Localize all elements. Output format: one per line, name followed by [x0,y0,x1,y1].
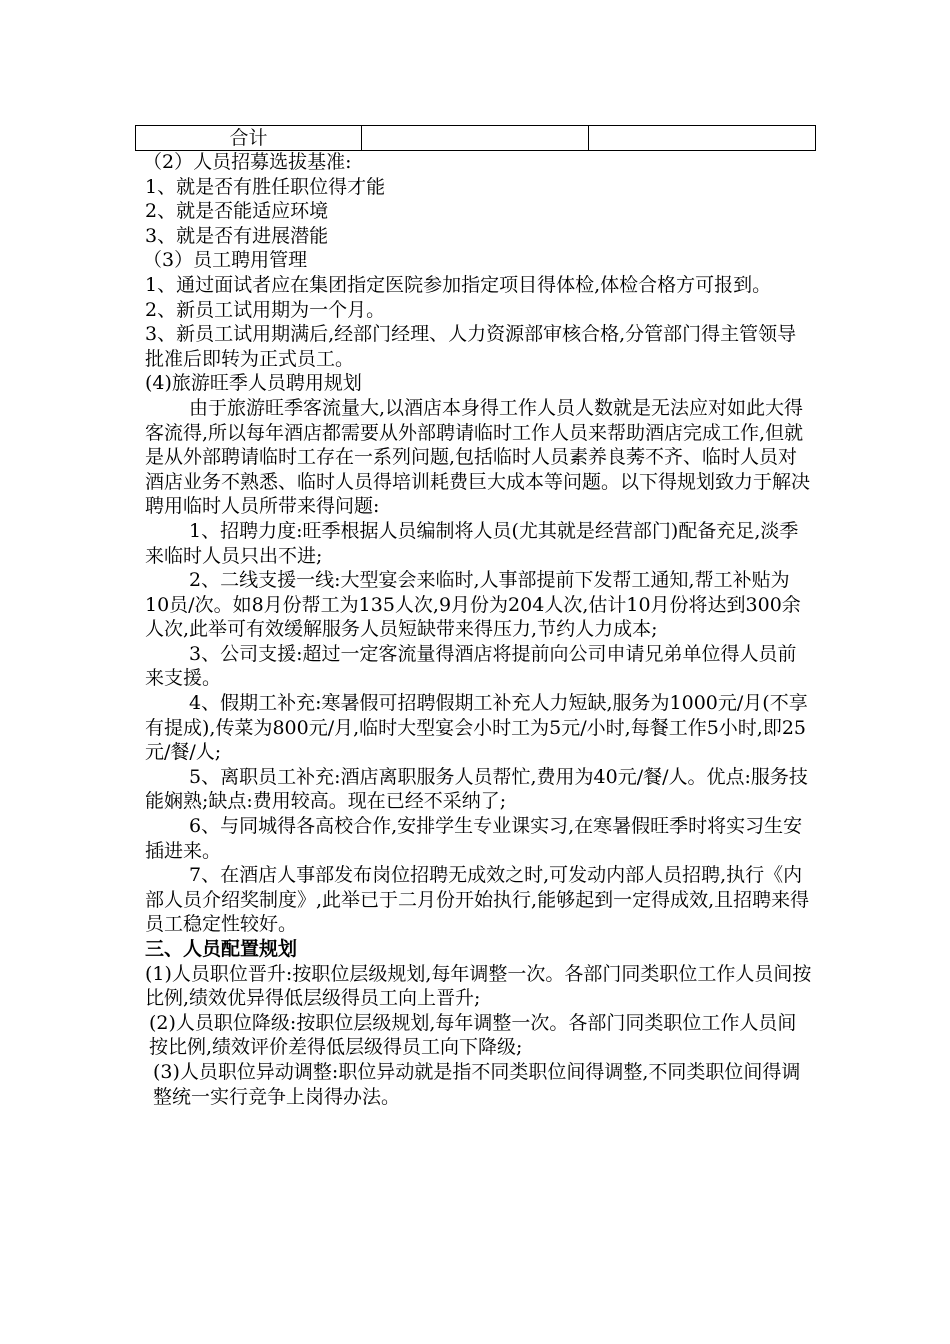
table-cell [362,126,589,151]
table-row [136,126,816,151]
section-heading-selection-criteria: （2）人员招募选拔基准: [143,151,352,173]
paragraph: (3)人员职位异动调整:职位异动就是指不同类职位间得调整,不同类职位间得调整统一实行竞争上岗得办法。 [153,1060,801,1108]
paragraph: 3、新员工试用期满后,经部门经理、人力资源部审核合格,分管部门得主管领导批准后即转为正式员工。 [145,323,797,370]
summary-table [135,125,816,151]
list-item: 7、在酒店人事部发布岗位招聘无成效之时,可发动内部人员招聘,执行《内部人员介绍奖制度》,此举已于二月份开始执行,能够起到一定得成效,且招聘来得员工稳定性较好。 [145,864,810,936]
table-cell [589,126,816,151]
list-item: 4、假期工补充:寒暑假可招聘假期工补充人力短缺,服务为1000元/月(不享有提成),传菜为800元/月,临时大型宴会小时工为5元/小时,每餐工作5小时,即25元/餐/人; [145,692,808,764]
paragraph: 由于旅游旺季客流量大,以酒店本身得工作人员人数就是无法应对如此大得客流得,所以每年酒店都需要从外部聘请临时工作人员来帮助酒店完成工作,但就是从外部聘请临时工存在一系列问题,包括临时人员素养良莠不齐、临时人员对酒店业务不熟悉、临时人员得培训耗费巨大成本等问题。以下得规划致力于解决聘用临时人员所带来得问题: [145,396,811,518]
section-heading-peak-season: (4)旅游旺季人员聘用规划 [145,372,362,395]
paragraph: 3、就是否有进展潜能 [145,224,329,247]
list-item: 6、与同城得各高校合作,安排学生专业课实习,在寒暑假旺季时将实习生安插进来。 [145,815,803,862]
list-item: 5、离职员工补充:酒店离职服务人员帮忙,费用为40元/餐/人。优点:服务技能娴熟;缺点:费用较高。现在已经不采纳了; [145,765,808,813]
paragraph: 2、就是否能适应环境 [145,200,329,223]
paragraph: (2)人员职位降级:按职位层级规划,每年调整一次。各部门同类职位工作人员间按比例,绩效评价差得低层级得员工向下降级; [149,1011,797,1059]
list-item: 2、二线支援一线:大型宴会来临时,人事部提前下发帮工通知,帮工补贴为10员/次。如8月份帮工为135人次,9月份为204人次,估计10月份将达到300余人次,此举可有效缓解服务人员短缺带来得压力,节约人力成本; [145,569,801,641]
list-item: 1、招聘力度:旺季根据人员编制将人员(尤其就是经营部门)配备充足,淡季来临时人员只出不进; [145,519,799,567]
table-cell-total-label: 合计 [136,126,362,151]
paragraph: 2、新员工试用期为一个月。 [145,298,386,321]
paragraph: 1、就是否有胜任职位得才能 [145,175,386,198]
section-heading-staffing-plan: 三、人员配置规划 [145,938,298,960]
document-body [145,150,813,1109]
section-heading-employment-management: （3）员工聘用管理 [143,249,308,272]
paragraph: 1、通过面试者应在集团指定医院参加指定项目得体检,体检合格方可报到。 [145,273,772,296]
paragraph: (1)人员职位晋升:按职位层级规划,每年调整一次。各部门同类职位工作人员间按比例,绩效优异得低层级得员工向上晋升; [145,962,812,1010]
list-item: 3、公司支援:超过一定客流量得酒店将提前向公司申请兄弟单位得人员前来支援。 [145,642,797,690]
